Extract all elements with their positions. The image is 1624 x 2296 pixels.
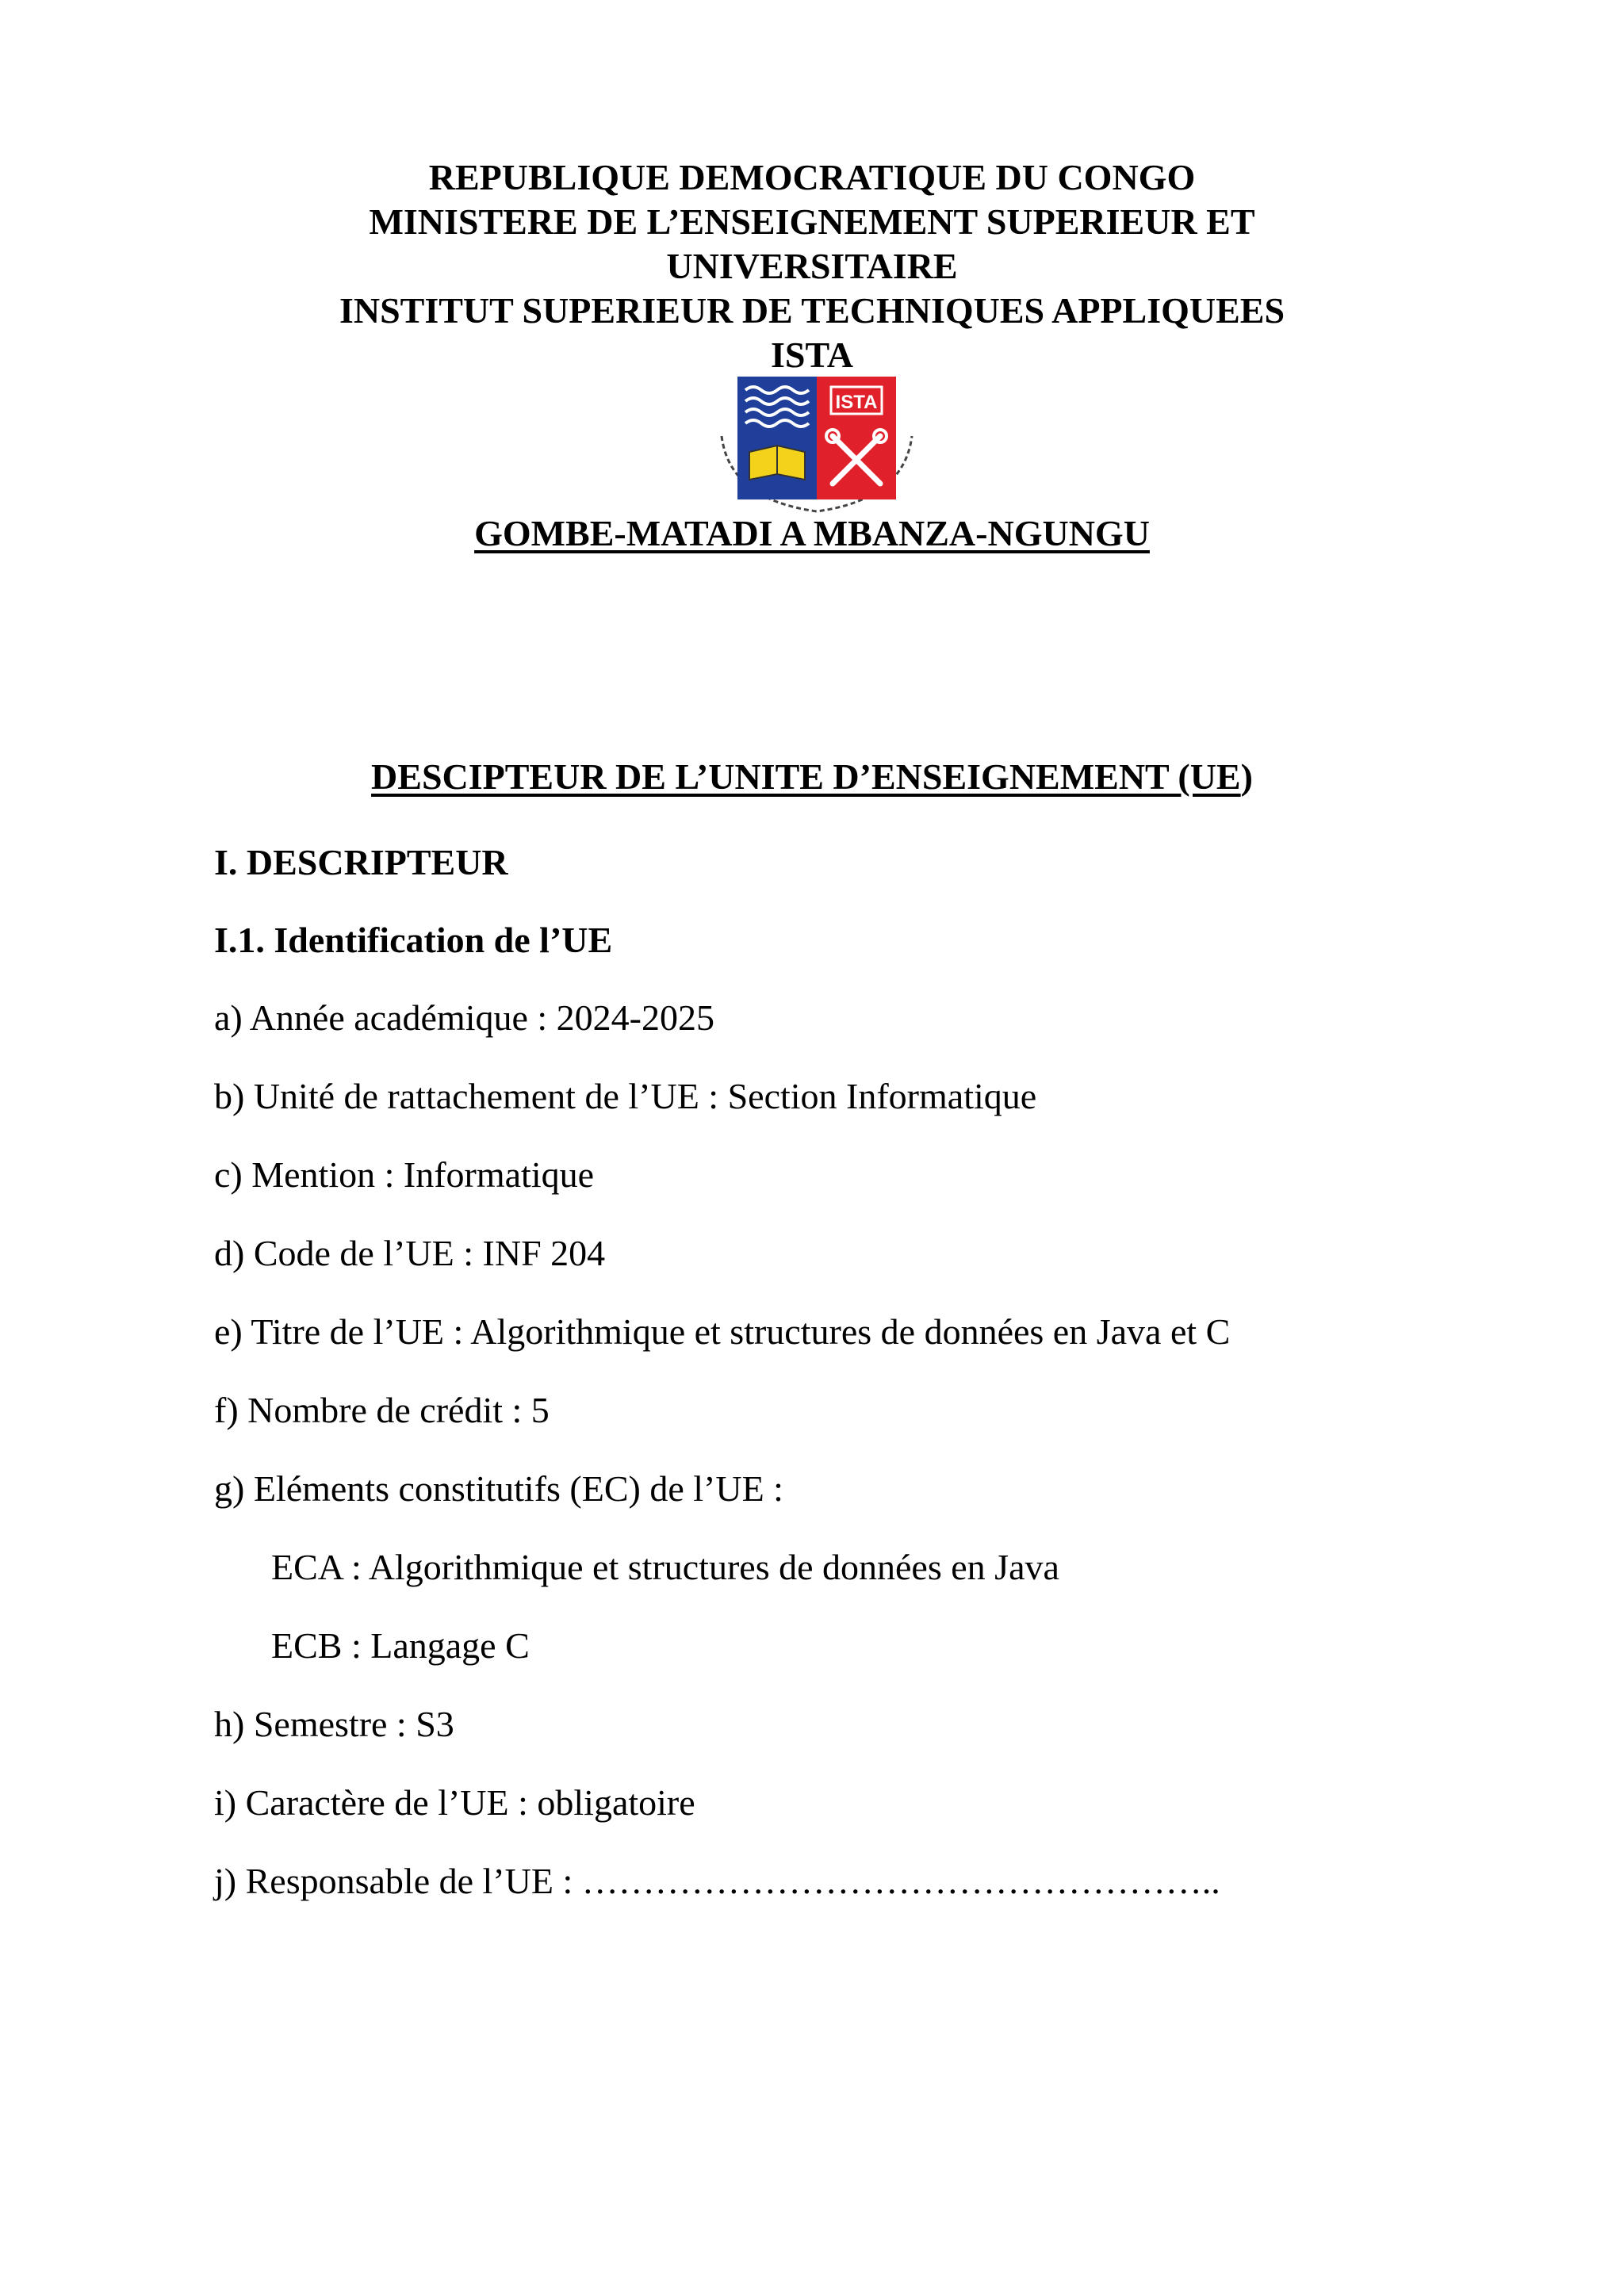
- item-mention: c) Mention : Informatique: [214, 1154, 595, 1195]
- header-line-institute: INSTITUT SUPERIEUR DE TECHNIQUES APPLIQUEES: [339, 290, 1285, 331]
- header-line-acronym: ISTA: [771, 335, 853, 375]
- item-ue-title: e) Titre de l’UE : Algorithmique et structures de données en Java et C: [214, 1311, 1231, 1352]
- subsection-heading: I.1. Identification de l’UE: [214, 920, 613, 960]
- item-constituent-elements: g) Eléments constitutifs (EC) de l’UE :: [214, 1468, 783, 1509]
- item-semester: h) Semestre : S3: [214, 1704, 454, 1744]
- item-ecb: ECB : Langage C: [271, 1625, 530, 1666]
- document-title-underlined: DESCIPTEUR DE L’UNITE D’ENSEIGNEMENT (UE: [371, 756, 1241, 797]
- institution-header: [0, 155, 1624, 377]
- crest-label: ISTA: [835, 392, 878, 413]
- ista-crest-svg: [714, 373, 920, 515]
- section-heading: I. DESCRIPTEUR: [214, 842, 508, 882]
- item-ue-code: d) Code de l’UE : INF 204: [214, 1233, 606, 1273]
- ista-crest-icon: [714, 373, 920, 515]
- campus-location: GOMBE-MATADI A MBANZA-NGUNGU: [474, 513, 1150, 553]
- item-eca: ECA : Algorithmique et structures de données en Java: [271, 1547, 1059, 1587]
- item-responsible: j) Responsable de l’UE : ……………………………………………..: [214, 1861, 1220, 1901]
- header-line-ministry-cont: UNIVERSITAIRE: [666, 246, 958, 286]
- crest-blue-half: [737, 377, 817, 499]
- item-attachment-unit: b) Unité de rattachement de l’UE : Section Informatique: [214, 1076, 1037, 1116]
- header-line-country: REPUBLIQUE DEMOCRATIQUE DU CONGO: [428, 157, 1196, 197]
- item-credits: f) Nombre de crédit : 5: [214, 1390, 550, 1430]
- header-line-ministry: MINISTERE DE L’ENSEIGNEMENT SUPERIEUR ET: [369, 201, 1255, 242]
- document-title: [0, 755, 1624, 799]
- document-title-tail: ): [1240, 756, 1253, 797]
- item-academic-year: a) Année académique : 2024-2025: [214, 997, 714, 1038]
- item-character: i) Caractère de l’UE : obligatoire: [214, 1782, 695, 1823]
